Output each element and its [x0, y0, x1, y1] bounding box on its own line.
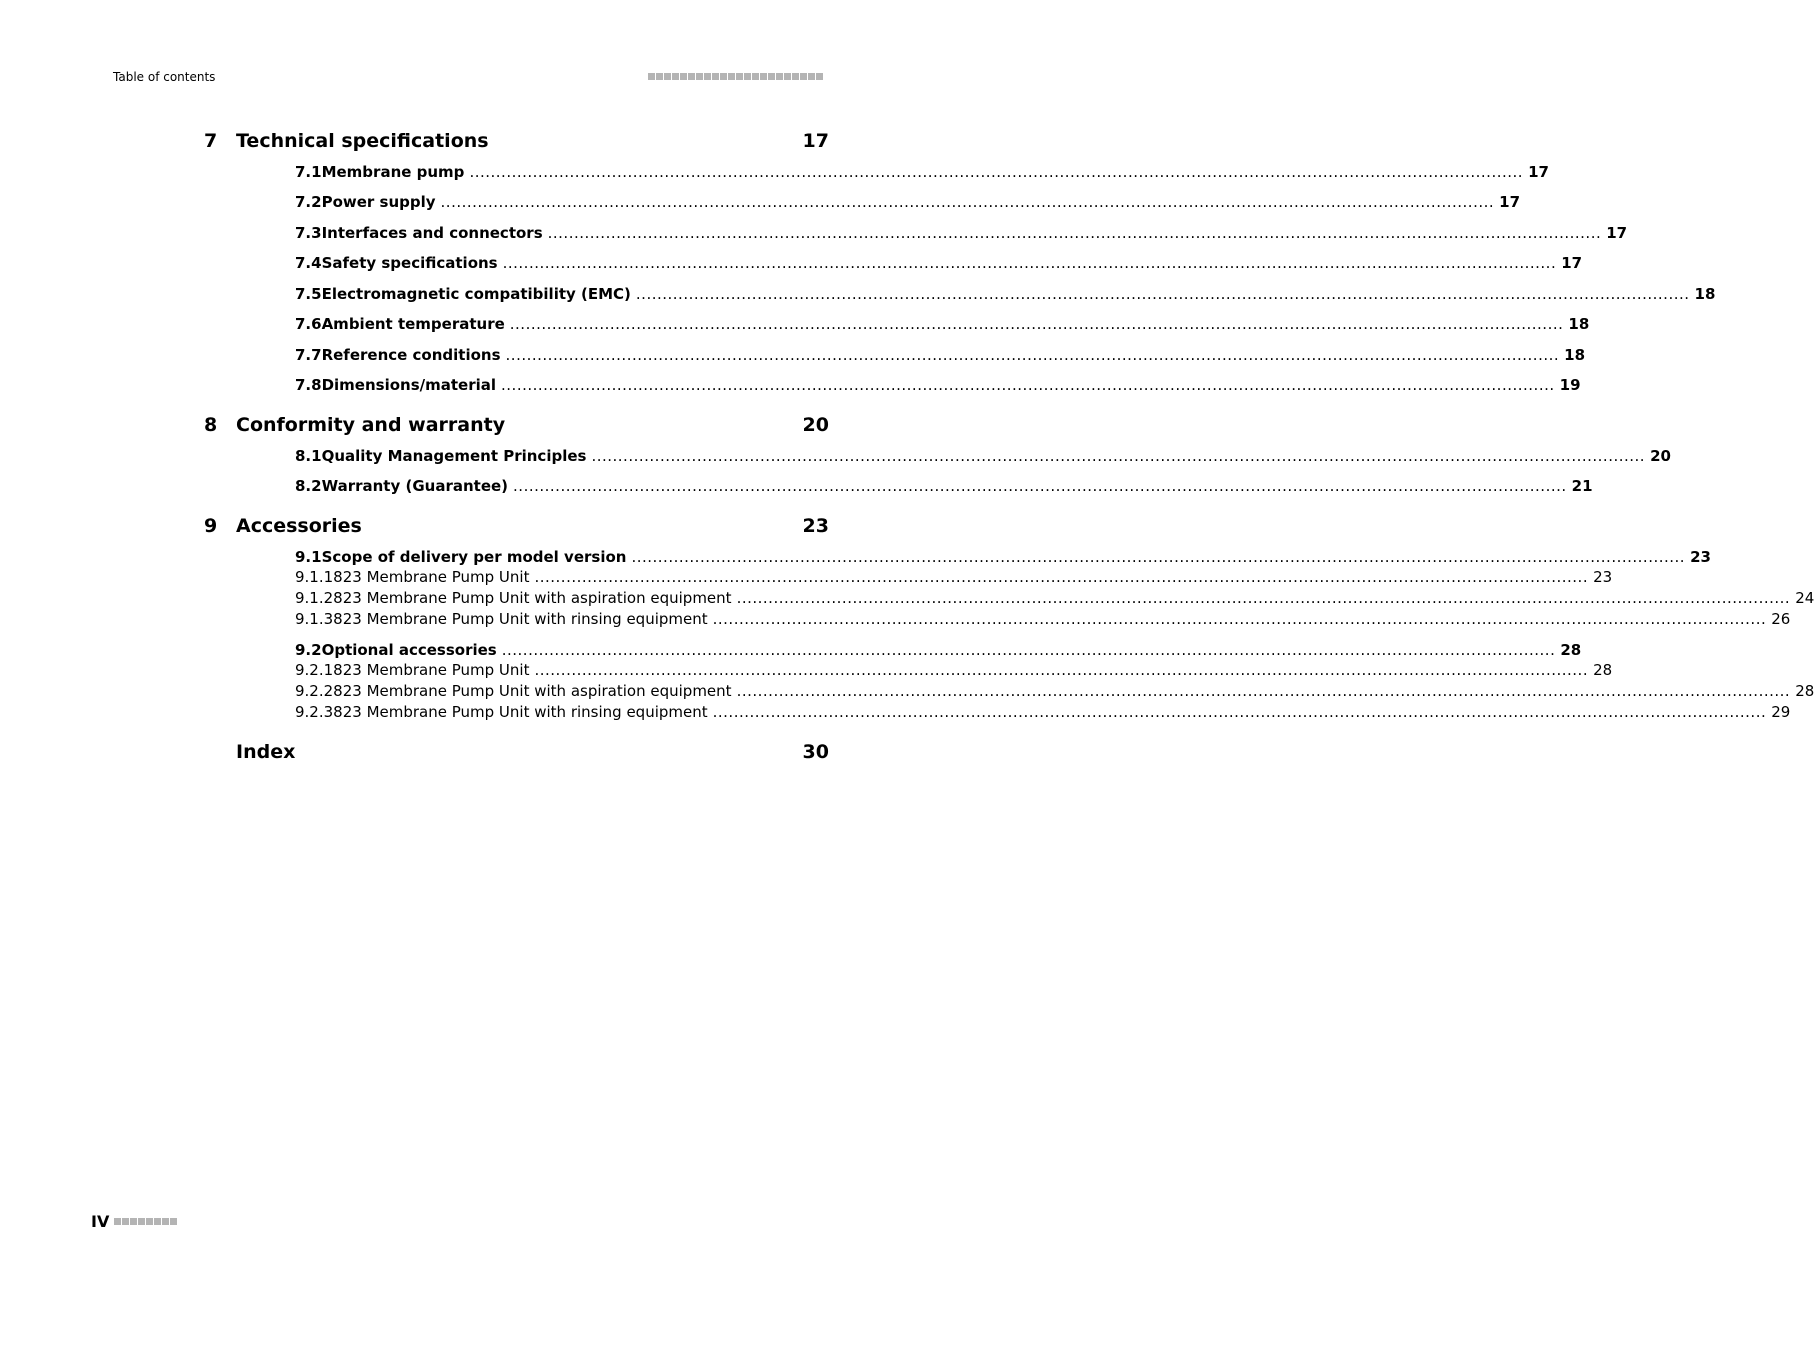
entry-title: Safety specifications [321, 254, 498, 272]
dot-leader: ........................................................................................................................................................................................................ [736, 589, 1791, 607]
header-decoration [648, 73, 823, 80]
dot-leader: ........................................................................................................................................................................................................ [635, 285, 1690, 303]
dot-leader: ........................................................................................................................................................................................................ [440, 193, 1495, 211]
entry-page: 23 [1690, 548, 1711, 566]
toc-entry[interactable] [295, 476, 1593, 496]
entry-page: 20 [1650, 447, 1671, 465]
chapter-heading[interactable] [204, 513, 829, 539]
chapter-page: 17 [802, 130, 829, 152]
entry-title: Ambient temperature [321, 315, 505, 333]
subentry-page: 28 [1593, 661, 1613, 679]
toc-subentry[interactable] [295, 681, 1814, 701]
toc-entry[interactable] [295, 192, 1521, 212]
chapter-number: 8 [204, 414, 218, 436]
subentry-page: 29 [1771, 703, 1791, 721]
subentry-number: 9.1.3 [295, 610, 334, 628]
entry-number: 7.2 [295, 193, 322, 211]
entry-title: Reference conditions [321, 346, 501, 364]
entry-title: Dimensions/material [321, 376, 497, 394]
subentry-page: 26 [1771, 610, 1791, 628]
entry-page: 17 [1561, 254, 1583, 272]
toc-entry[interactable] [295, 375, 1581, 395]
toc-subentry[interactable] [295, 609, 1791, 629]
entry-page: 17 [1528, 163, 1549, 181]
entry-number: 7.7 [295, 346, 322, 364]
entry-page: 19 [1559, 376, 1581, 394]
subentry-title: 823 Membrane Pump Unit with aspiration equipment [333, 589, 732, 607]
chapter-heading[interactable] [204, 412, 829, 438]
entry-title: Interfaces and connectors [321, 224, 543, 242]
entry-number: 7.3 [295, 224, 322, 242]
entry-number: 7.5 [295, 285, 322, 303]
entry-number: 7.8 [295, 376, 322, 394]
subentry-page: 24 [1795, 589, 1814, 607]
toc-entry[interactable] [295, 314, 1590, 334]
entry-number: 7.6 [295, 315, 322, 333]
dot-leader: ........................................................................................................................................................................................................ [712, 610, 1767, 628]
toc-subentry[interactable] [295, 588, 1814, 608]
entry-number: 7.1 [295, 163, 322, 181]
entry-title: Electromagnetic compatibility (EMC) [321, 285, 631, 303]
dot-leader: ........................................................................................................................................................................................................ [712, 703, 1767, 721]
entry-page: 17 [1606, 224, 1628, 242]
dot-leader: ........................................................................................................................................................................................................ [534, 661, 1589, 679]
chapter-title: Conformity and warranty [236, 414, 506, 436]
toc-entry[interactable] [295, 446, 1671, 466]
entry-title: Membrane pump [321, 163, 465, 181]
toc-subentry[interactable] [295, 567, 1613, 587]
toc-entry[interactable] [295, 547, 1711, 567]
page-number: IV [91, 1212, 110, 1231]
entry-number: 8.2 [295, 477, 322, 495]
entry-number: 9.1 [295, 548, 322, 566]
entry-page: 28 [1560, 641, 1582, 659]
subentry-title: 823 Membrane Pump Unit [333, 568, 530, 586]
dot-leader: ........................................................................................................................................................................................................ [534, 568, 1589, 586]
subentry-page: 28 [1795, 682, 1814, 700]
subentry-number: 9.1.1 [295, 568, 334, 586]
subentry-title: 823 Membrane Pump Unit with rinsing equipment [333, 610, 708, 628]
subentry-number: 9.1.2 [295, 589, 334, 607]
entry-title: Power supply [321, 193, 436, 211]
toc-entry[interactable] [295, 284, 1716, 304]
chapter-title: Technical specifications [236, 130, 489, 152]
subentry-title: 823 Membrane Pump Unit [333, 661, 530, 679]
entry-title: Optional accessories [321, 641, 497, 659]
chapter-number: 7 [204, 130, 218, 152]
dot-leader: ........................................................................................................................................................................................................ [509, 315, 1564, 333]
entry-number: 7.4 [295, 254, 322, 272]
dot-leader: ........................................................................................................................................................................................................ [631, 548, 1686, 566]
chapter-title: Accessories [236, 515, 362, 537]
entry-page: 18 [1564, 346, 1586, 364]
toc-entry[interactable] [295, 223, 1628, 243]
toc-entry[interactable] [295, 162, 1549, 182]
entry-page: 18 [1694, 285, 1716, 303]
subentry-number: 9.2.3 [295, 703, 334, 721]
chapter-page: 23 [802, 515, 829, 537]
subentry-number: 9.2.1 [295, 661, 334, 679]
dot-leader: ........................................................................................................................................................................................................ [505, 346, 1560, 364]
entry-page: 18 [1568, 315, 1590, 333]
dot-leader: ........................................................................................................................................................................................................ [501, 376, 1555, 394]
dot-leader: ........................................................................................................................................................................................................ [547, 224, 1602, 242]
toc-subentry[interactable] [295, 702, 1791, 722]
entry-page: 21 [1571, 477, 1593, 495]
subentry-title: 823 Membrane Pump Unit with rinsing equipment [333, 703, 708, 721]
dot-leader: ........................................................................................................................................................................................................ [502, 254, 1557, 272]
running-header: Table of contents [113, 70, 216, 84]
dot-leader: ........................................................................................................................................................................................................ [591, 447, 1646, 465]
toc-entry[interactable] [295, 253, 1583, 273]
entry-title: Quality Management Principles [321, 447, 587, 465]
toc-entry[interactable] [295, 640, 1582, 660]
footer-decoration [114, 1218, 177, 1225]
entry-title: Scope of delivery per model version [321, 548, 627, 566]
entry-title: Warranty (Guarantee) [321, 477, 509, 495]
chapter-page: 30 [802, 741, 829, 763]
subentry-number: 9.2.2 [295, 682, 334, 700]
subentry-title: 823 Membrane Pump Unit with aspiration equipment [333, 682, 732, 700]
chapter-number: 9 [204, 515, 218, 537]
chapter-heading-index[interactable] [204, 739, 829, 765]
dot-leader: ........................................................................................................................................................................................................ [736, 682, 1791, 700]
chapter-title: Index [236, 741, 296, 763]
entry-page: 17 [1499, 193, 1521, 211]
subentry-page: 23 [1593, 568, 1613, 586]
chapter-page: 20 [802, 414, 829, 436]
chapter-heading[interactable] [204, 128, 829, 154]
toc-subentry[interactable] [295, 660, 1613, 680]
entry-number: 9.2 [295, 641, 322, 659]
toc-entry[interactable] [295, 345, 1586, 365]
entry-number: 8.1 [295, 447, 322, 465]
dot-leader: ........................................................................................................................................................................................................ [469, 163, 1524, 181]
dot-leader: ........................................................................................................................................................................................................ [513, 477, 1567, 495]
dot-leader: ........................................................................................................................................................................................................ [501, 641, 1556, 659]
